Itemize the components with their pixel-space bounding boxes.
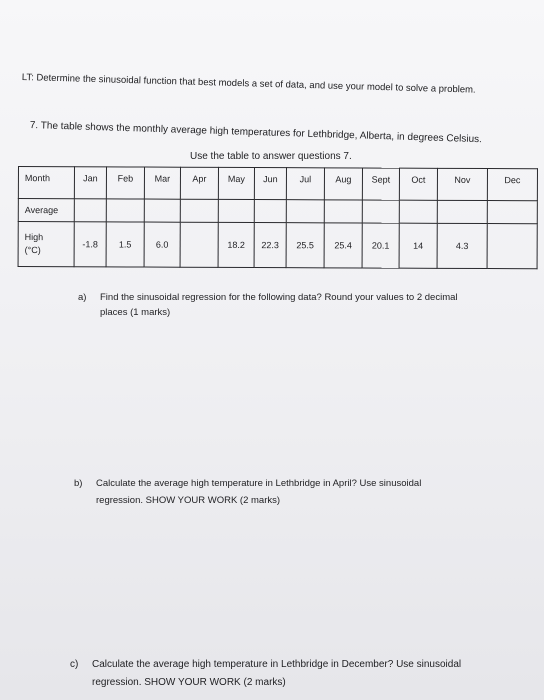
- temp-cell: 6.0: [144, 222, 180, 267]
- question-part-b: [74, 475, 421, 509]
- table-header-row: [18, 167, 537, 201]
- month-cell: Feb: [106, 167, 144, 199]
- month-cell: Oct: [399, 168, 437, 200]
- part-a-text-2: places (1 marks): [100, 307, 171, 318]
- temp-cell: 18.2: [218, 222, 254, 267]
- average-label: Average: [18, 199, 74, 222]
- month-cell: Nov: [437, 168, 487, 200]
- temp-cell: 20.1: [362, 223, 399, 268]
- part-b-text: Calculate the average high temperature in Lethbridge in April? Use sinusoidal: [96, 478, 422, 489]
- month-cell: Jan: [74, 167, 106, 199]
- high-label: High (°C): [18, 222, 74, 267]
- month-cell: Aug: [324, 168, 362, 200]
- table-average-row: [18, 199, 537, 224]
- temp-cell: 14: [399, 223, 437, 268]
- month-cell: Dec: [487, 169, 537, 201]
- month-cell: Apr: [180, 167, 218, 199]
- part-a-text: Find the sinusoidal regression for the following data? Round your values to 2 decimal: [100, 292, 458, 303]
- part-letter: a): [78, 292, 87, 303]
- temp-cell: 25.4: [324, 223, 362, 268]
- question-part-a: [78, 290, 458, 320]
- part-c-text: Calculate the average high temperature in Lethbridge in December? Use sinusoidal: [92, 659, 462, 670]
- part-letter: b): [74, 478, 83, 489]
- month-cell: Mar: [144, 167, 180, 199]
- month-cell: Jun: [254, 168, 286, 200]
- month-cell: Sept: [362, 168, 399, 200]
- temp-cell: [180, 222, 218, 267]
- temp-cell: 4.3: [437, 223, 487, 268]
- temperature-table: [18, 166, 538, 269]
- temp-cell: 1.5: [106, 222, 144, 267]
- month-header: Month: [18, 167, 74, 199]
- temp-cell: [487, 224, 537, 269]
- month-cell: Jul: [286, 168, 324, 200]
- temp-cell: 25.5: [286, 223, 324, 268]
- part-b-text-2: regression. SHOW YOUR WORK (2 marks): [96, 495, 281, 506]
- month-cell: May: [218, 167, 254, 199]
- temp-cell: 22.3: [254, 223, 286, 268]
- table-high-row: [18, 222, 537, 269]
- temp-cell: -1.8: [74, 222, 106, 267]
- part-letter: c): [70, 659, 79, 670]
- learning-target: LT: Determine the sinusoidal function that best models a set of data, and use your model to solve a problem.: [21, 72, 476, 96]
- question-7-instruction: Use the table to answer questions 7.: [190, 151, 352, 162]
- question-7-intro: 7. The table shows the monthly average high temperatures for Lethbridge, Alberta, in degrees Celsius.: [29, 120, 483, 146]
- part-c-text-2: regression. SHOW YOUR WORK (2 marks): [92, 677, 286, 688]
- question-part-c: [70, 656, 461, 692]
